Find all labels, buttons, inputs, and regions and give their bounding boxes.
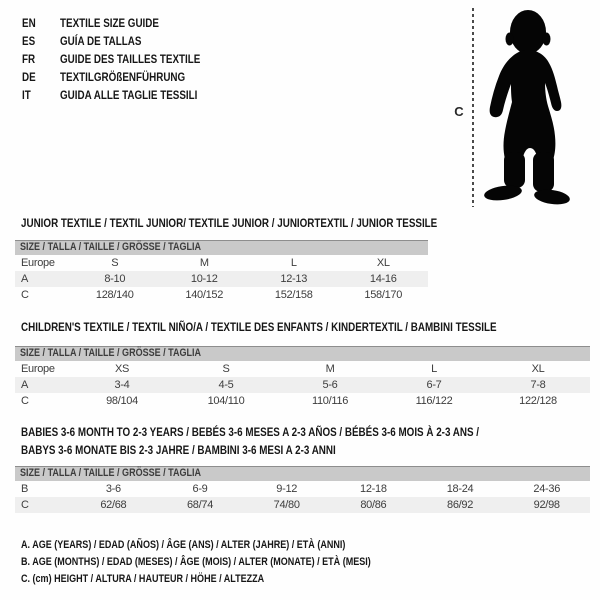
children-section-heading: [21, 318, 600, 336]
table-cell: 98/104: [106, 395, 138, 407]
table-cell: 80/86: [360, 499, 387, 511]
table-cell: 140/152: [185, 289, 224, 301]
table-cell: 74/80: [273, 499, 300, 511]
height-c-label: C: [454, 104, 464, 119]
table-cell: M: [325, 363, 335, 375]
row-label: Europe: [21, 363, 55, 375]
table-cell: 62/68: [100, 499, 127, 511]
table-cell: 24-36: [533, 483, 561, 495]
table-cell: 10-12: [190, 273, 218, 285]
language-list: [22, 14, 231, 104]
row-label: B: [21, 483, 29, 495]
table-cell: 122/128: [519, 395, 557, 407]
language-code: DE: [22, 70, 36, 84]
table-cell: 104/110: [207, 395, 245, 407]
table-cell: 86/92: [447, 499, 474, 511]
table-cell: 6-7: [426, 379, 442, 391]
table-row: [15, 255, 428, 271]
table-row: [15, 361, 590, 377]
table-cell: 9-12: [276, 483, 298, 495]
footnote-a: A. AGE (YEARS) / EDAD (AÑOS) / ÂGE (ANS) / ALTER (JAHRE) / ETÀ (ANNI): [21, 539, 346, 551]
table-cell: 8-10: [104, 273, 126, 285]
table-cell: 14-16: [369, 273, 397, 285]
language-code: ES: [22, 34, 36, 48]
table-cell: 18-24: [446, 483, 474, 495]
table-cell: 128/140: [95, 289, 134, 301]
table-cell: 12-13: [280, 273, 308, 285]
footnote-c: C. (cm) HEIGHT / ALTURA / HAUTEUR / HÖHE / ALTEZZA: [21, 573, 265, 585]
babies-section-heading: [21, 423, 580, 459]
table-cell: 116/122: [415, 395, 453, 407]
table-cell: 158/170: [364, 289, 403, 301]
row-label: C: [21, 395, 29, 407]
table-cell: 4-5: [218, 379, 234, 391]
table-row: [15, 271, 428, 287]
toddler-silhouette-icon: [476, 6, 596, 211]
language-row: [22, 50, 231, 68]
size-header-bar: SIZE / TALLA / TAILLE / GRÖSSE / TAGLIA: [15, 240, 428, 255]
language-row: [22, 86, 231, 104]
row-label: C: [21, 499, 29, 511]
footnote-b: B. AGE (MONTHS) / EDAD (MESES) / ÂGE (MOIS) / ALTER (MONATE) / ETÀ (MESI): [21, 556, 371, 568]
language-title: GUÍA DE TALLAS: [60, 34, 142, 48]
table-row: [15, 481, 590, 497]
footnote-legend: [21, 537, 448, 588]
table-cell: L: [431, 363, 437, 375]
table-cell: 6-9: [192, 483, 208, 495]
language-row: [22, 32, 231, 50]
junior-size-table: [15, 240, 428, 303]
table-cell: 3-6: [105, 483, 121, 495]
table-cell: 5-6: [322, 379, 338, 391]
babies-size-table: [15, 466, 590, 513]
table-cell: M: [199, 257, 209, 269]
table-cell: 12-18: [360, 483, 387, 495]
babies-heading-line1: BABIES 3-6 MONTH TO 2-3 YEARS / BEBÉS 3-6 MESES A 2-3 AÑOS / BÉBÉS 3-6 MOIS À 2-3 ANS /: [21, 425, 480, 439]
language-row: [22, 14, 231, 32]
table-cell: 7-8: [530, 379, 546, 391]
language-code: FR: [22, 52, 36, 66]
language-title: GUIDA ALLE TAGLIE TESSILI: [60, 88, 198, 102]
children-heading-text: CHILDREN'S TEXTILE / TEXTIL NIÑO/A / TEXTILE DES ENFANTS / KINDERTEXTIL / BAMBINI TESSILE: [21, 320, 497, 334]
row-label: C: [21, 289, 29, 301]
table-cell: 152/158: [274, 289, 313, 301]
table-cell: 3-4: [114, 379, 130, 391]
language-code: IT: [22, 88, 31, 102]
language-code: EN: [22, 16, 36, 30]
row-label: A: [21, 273, 29, 285]
junior-heading-text: JUNIOR TEXTILE / TEXTIL JUNIOR/ TEXTILE JUNIOR / JUNIORTEXTIL / JUNIOR TESSILE: [21, 216, 438, 230]
table-row: [15, 377, 590, 393]
size-header-bar: SIZE / TALLA / TAILLE / GRÖSSE / TAGLIA: [15, 346, 590, 361]
table-cell: L: [290, 257, 297, 269]
language-row: [22, 68, 231, 86]
height-measure-line: [472, 8, 474, 207]
row-label: A: [21, 379, 29, 391]
table-row: [15, 287, 428, 303]
table-cell: 110/116: [311, 395, 349, 407]
table-cell: XL: [531, 363, 545, 375]
table-row: [15, 497, 590, 513]
table-row: [15, 393, 590, 409]
language-title: TEXTILGRÖßENFÜHRUNG: [60, 70, 186, 84]
size-header-bar: SIZE / TALLA / TAILLE / GRÖSSE / TAGLIA: [15, 466, 590, 481]
table-cell: S: [111, 257, 119, 269]
junior-section-heading: [21, 214, 529, 232]
language-title: GUIDE DES TAILLES TEXTILE: [60, 52, 201, 66]
table-cell: 68/74: [186, 499, 214, 511]
babies-heading-line2: BABYS 3-6 MONATE BIS 2-3 JAHRE / BAMBINI 3-6 MESI A 2-3 ANNI: [21, 443, 336, 457]
table-cell: XS: [114, 363, 130, 375]
table-cell: 92/98: [533, 499, 560, 511]
language-title: TEXTILE SIZE GUIDE: [60, 16, 159, 30]
row-label: Europe: [21, 257, 55, 269]
table-cell: XL: [376, 257, 390, 269]
children-size-table: [15, 346, 590, 409]
table-cell: S: [222, 363, 230, 375]
